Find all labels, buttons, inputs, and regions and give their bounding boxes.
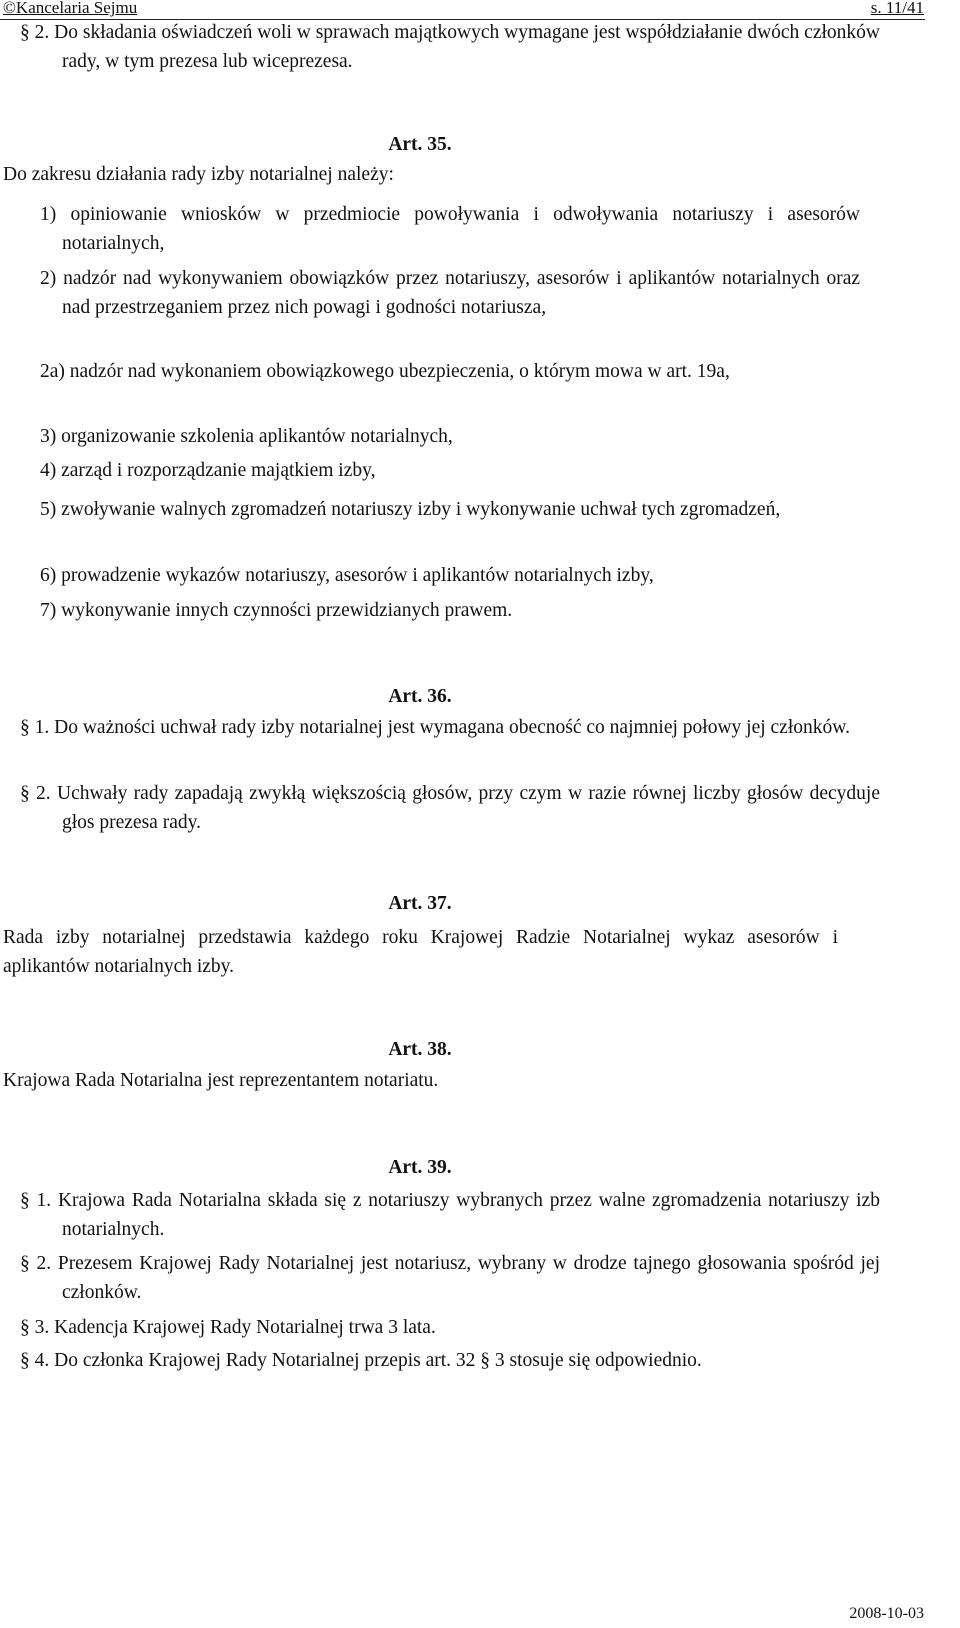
article-37-heading: Art. 37. (388, 893, 452, 914)
article-35-item-7: 7) wykonywanie innych czynności przewidzianych prawem. (40, 600, 513, 621)
article-39-sec-4: § 4. Do członka Krajowej Rady Notarialnej przepis art. 32 § 3 stosuje się odpowiednio. (20, 1350, 702, 1371)
article-36-sec-2: § 2. Uchwały rady zapadają zwykłą większością głosów, przy czym w razie równej liczby głosów decyduje głos prezesa rady. (20, 783, 880, 833)
article-35-item-5: 5) zwoływanie walnych zgromadzeń notariuszy izby i wykonywanie uchwał tych zgromadzeń, (40, 499, 781, 520)
article-39-sec-1: § 1. Krajowa Rada Notarialna składa się z notariuszy wybranych przez walne zgromadzenia notariuszy izb notarialnych. (20, 1190, 880, 1240)
article-38-heading: Art. 38. (388, 1039, 452, 1060)
article-35-heading: Art. 35. (388, 134, 452, 155)
article-39-heading: Art. 39. (388, 1157, 452, 1178)
article-36-sec-1: § 1. Do ważności uchwał rady izby notarialnej jest wymagana obecność co najmniej połowy jej członków. (20, 717, 850, 738)
footer-date: 2008-10-03 (849, 1605, 924, 1622)
header-page-number: s. 11/41 (870, 0, 924, 17)
article-35-item-2: 2) nadzór nad wykonywaniem obowiązków przez notariuszy, asesorów i aplikantów notarialnych oraz nad przestrzeganiem przez nich powagi i godności notariusza, (40, 268, 860, 318)
paragraph-sec-2-top: § 2. Do składania oświadczeń woli w sprawach majątkowych wymagane jest współdziałanie dwóch członków rady, w tym prezesa lub wiceprezesa. (20, 22, 880, 72)
article-35-item-2a: 2a) nadzór nad wykonaniem obowiązkowego ubezpieczenia, o którym mowa w art. 19a, (40, 361, 730, 382)
header-publisher: ©Kancelaria Sejmu (3, 0, 138, 17)
article-38-text: Krajowa Rada Notarialna jest reprezentantem notariatu. (3, 1070, 439, 1091)
article-39-sec-2: § 2. Prezesem Krajowej Rady Notarialnej jest notariusz, wybrany w drodze tajnego głosowania spośród jej członków. (20, 1253, 880, 1303)
article-39-sec-3: § 3. Kadencja Krajowej Rady Notarialnej trwa 3 lata. (20, 1317, 436, 1338)
article-35-intro: Do zakresu działania rady izby notarialnej należy: (3, 164, 394, 185)
article-36-heading: Art. 36. (388, 686, 452, 707)
article-35-item-4: 4) zarząd i rozporządzanie majątkiem izby, (40, 460, 376, 481)
article-37-text: Rada izby notarialnej przedstawia każdego roku Krajowej Radzie Notarialnej wykaz asesorów i aplikantów notarialnych izby. (3, 927, 838, 977)
article-35-item-6: 6) prowadzenie wykazów notariuszy, asesorów i aplikantów notarialnych izby, (40, 565, 654, 586)
article-35-item-3: 3) organizowanie szkolenia aplikantów notarialnych, (40, 426, 453, 447)
article-35-item-1: 1) opiniowanie wniosków w przedmiocie powoływania i odwoływania notariuszy i asesorów notarialnych, (40, 204, 860, 254)
